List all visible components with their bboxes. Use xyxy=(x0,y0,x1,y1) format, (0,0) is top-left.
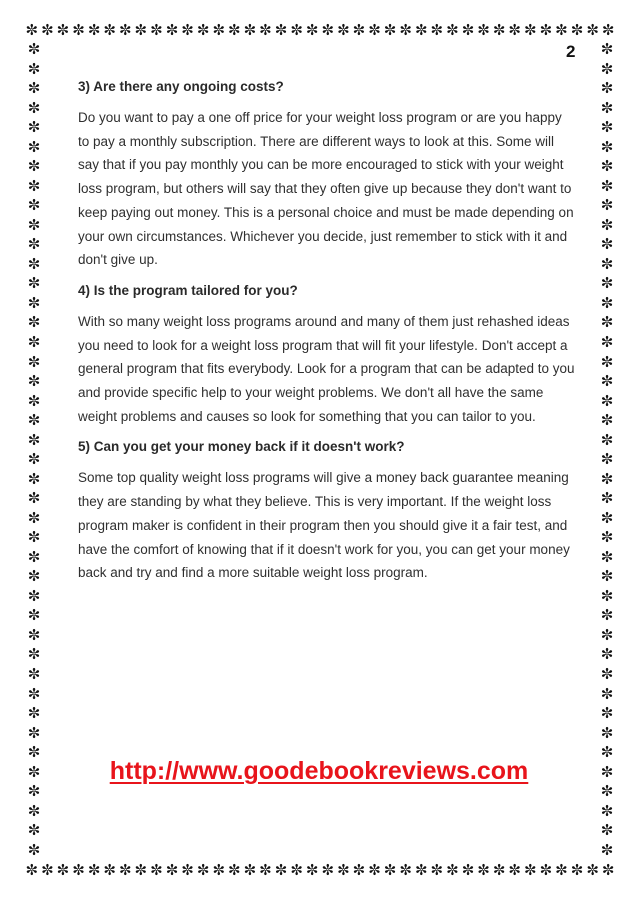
border-ornament-icon: ✼ xyxy=(600,235,614,254)
border-bottom xyxy=(24,859,616,881)
section-heading: 5) Can you get your money back if it doesn't work? xyxy=(78,439,405,455)
border-ornament-icon: ✼ xyxy=(600,137,614,156)
border-ornament-icon: ✼ xyxy=(600,625,614,644)
border-ornament-icon: ✼ xyxy=(600,508,614,527)
border-ornament-icon: ✼ xyxy=(27,528,41,547)
border-ornament-icon: ✼ xyxy=(600,40,614,58)
border-ornament-icon: ✼ xyxy=(87,861,101,879)
border-ornament-icon: ✼ xyxy=(27,274,41,293)
border-ornament-icon: ✼ xyxy=(27,157,41,176)
border-ornament-icon: ✼ xyxy=(27,372,41,391)
border-ornament-icon: ✼ xyxy=(118,21,132,39)
border-ornament-icon: ✼ xyxy=(196,861,210,879)
border-ornament-icon: ✼ xyxy=(368,21,381,39)
border-ornament-icon: ✼ xyxy=(446,861,459,879)
border-ornament-icon: ✼ xyxy=(600,723,614,742)
border-ornament-icon: ✼ xyxy=(508,861,521,879)
border-ornament-icon: ✼ xyxy=(586,21,599,39)
border-ornament-icon: ✼ xyxy=(600,313,614,332)
border-ornament-icon: ✼ xyxy=(600,215,614,234)
border-ornament-icon: ✼ xyxy=(41,21,54,39)
border-ornament-icon: ✼ xyxy=(555,21,568,39)
document-body xyxy=(78,75,576,592)
border-ornament-icon: ✼ xyxy=(27,196,41,215)
border-ornament-icon: ✼ xyxy=(492,861,506,879)
border-ornament-icon: ✼ xyxy=(600,430,614,449)
border-ornament-icon: ✼ xyxy=(446,21,459,39)
border-ornament-icon: ✼ xyxy=(600,782,614,801)
border-ornament-icon: ✼ xyxy=(27,567,41,586)
border-ornament-icon: ✼ xyxy=(27,782,41,801)
section-paragraph: Some top quality weight loss programs will give a money back guarantee meaning they are standing by what they believe. This is very important. If the weight loss program maker is confident in their program then you should give it a fair test, and have the comfort of knowing that if it doesn't work for you, you can get your money back and try and find a more suitable weight loss program. xyxy=(78,470,570,581)
border-ornament-icon: ✼ xyxy=(600,352,614,371)
border-ornament-icon: ✼ xyxy=(352,861,366,879)
border-ornament-icon: ✼ xyxy=(274,861,288,879)
border-ornament-icon: ✼ xyxy=(600,762,614,781)
border-ornament-icon: ✼ xyxy=(259,21,272,39)
border-ornament-icon: ✼ xyxy=(27,606,41,625)
border-ornament-icon: ✼ xyxy=(600,157,614,176)
border-ornament-icon: ✼ xyxy=(228,21,241,39)
border-ornament-icon: ✼ xyxy=(337,21,350,39)
border-ornament-icon: ✼ xyxy=(600,567,614,586)
border-ornament-icon: ✼ xyxy=(27,176,41,195)
border-ornament-icon: ✼ xyxy=(600,645,614,664)
border-ornament-icon: ✼ xyxy=(27,352,41,371)
border-ornament-icon: ✼ xyxy=(600,196,614,215)
border-ornament-icon: ✼ xyxy=(600,176,614,195)
border-ornament-icon: ✼ xyxy=(25,861,39,879)
border-left xyxy=(23,40,45,860)
border-ornament-icon: ✼ xyxy=(414,21,428,39)
section-ongoing-costs xyxy=(78,75,576,272)
section-paragraph: Do you want to pay a one off price for your weight loss program or are you happy to pay a monthly subscription. There are different ways to look at this. Some will say that if you pay monthly you can be more encouraged to stick with your weight loss program, but others will say that they often give up because they don't want to keep paying out money. This is a personal choice and must be made depending on your own circumstances. Whichever you decide, just remember to stick with it and don't give up. xyxy=(78,110,574,268)
border-ornament-icon: ✼ xyxy=(274,21,288,39)
border-ornament-icon: ✼ xyxy=(134,861,148,879)
border-ornament-icon: ✼ xyxy=(399,21,412,39)
border-ornament-icon: ✼ xyxy=(600,332,614,351)
border-ornament-icon: ✼ xyxy=(600,821,614,840)
border-ornament-icon: ✼ xyxy=(27,235,41,254)
border-ornament-icon: ✼ xyxy=(586,861,599,879)
border-ornament-icon: ✼ xyxy=(27,118,41,137)
border-ornament-icon: ✼ xyxy=(196,21,210,39)
border-ornament-icon: ✼ xyxy=(25,21,39,39)
border-ornament-icon: ✼ xyxy=(103,21,116,39)
border-ornament-icon: ✼ xyxy=(150,21,163,39)
border-ornament-icon: ✼ xyxy=(27,625,41,644)
border-ornament-icon: ✼ xyxy=(600,254,614,273)
border-ornament-icon: ✼ xyxy=(337,861,350,879)
border-ornament-icon: ✼ xyxy=(27,40,41,58)
border-ornament-icon: ✼ xyxy=(243,21,257,39)
border-ornament-icon: ✼ xyxy=(461,21,475,39)
border-ornament-icon: ✼ xyxy=(290,21,303,39)
border-ornament-icon: ✼ xyxy=(600,489,614,508)
border-ornament-icon: ✼ xyxy=(27,840,41,859)
border-ornament-icon: ✼ xyxy=(600,743,614,762)
footer-link-container xyxy=(0,757,638,786)
border-ornament-icon: ✼ xyxy=(27,801,41,820)
border-ornament-icon: ✼ xyxy=(600,274,614,293)
border-ornament-icon: ✼ xyxy=(600,411,614,430)
border-ornament-icon: ✼ xyxy=(600,293,614,312)
border-ornament-icon: ✼ xyxy=(27,645,41,664)
border-ornament-icon: ✼ xyxy=(56,21,70,39)
border-ornament-icon: ✼ xyxy=(321,861,335,879)
border-ornament-icon: ✼ xyxy=(27,762,41,781)
border-ornament-icon: ✼ xyxy=(600,59,614,78)
border-ornament-icon: ✼ xyxy=(87,21,101,39)
border-ornament-icon: ✼ xyxy=(555,861,568,879)
border-ornament-icon: ✼ xyxy=(181,21,194,39)
border-ornament-icon: ✼ xyxy=(600,391,614,410)
border-ornament-icon: ✼ xyxy=(383,861,397,879)
border-ornament-icon: ✼ xyxy=(600,118,614,137)
border-ornament-icon: ✼ xyxy=(570,861,584,879)
section-program-tailored xyxy=(78,279,576,429)
website-link[interactable]: http://www.goodebookreviews.com xyxy=(109,757,529,785)
border-ornament-icon: ✼ xyxy=(524,21,537,39)
border-ornament-icon: ✼ xyxy=(243,861,257,879)
border-ornament-icon: ✼ xyxy=(477,21,490,39)
border-ornament-icon: ✼ xyxy=(368,861,381,879)
border-ornament-icon: ✼ xyxy=(492,21,506,39)
border-ornament-icon: ✼ xyxy=(539,21,553,39)
border-ornament-icon: ✼ xyxy=(27,332,41,351)
border-ornament-icon: ✼ xyxy=(352,21,366,39)
border-ornament-icon: ✼ xyxy=(600,586,614,605)
border-ornament-icon: ✼ xyxy=(212,21,226,39)
border-ornament-icon: ✼ xyxy=(477,861,490,879)
border-ornament-icon: ✼ xyxy=(600,547,614,566)
border-ornament-icon: ✼ xyxy=(600,79,614,98)
border-ornament-icon: ✼ xyxy=(601,861,615,879)
border-ornament-icon: ✼ xyxy=(27,313,41,332)
border-ornament-icon: ✼ xyxy=(56,861,70,879)
border-ornament-icon: ✼ xyxy=(600,528,614,547)
border-ornament-icon: ✼ xyxy=(134,21,148,39)
border-ornament-icon: ✼ xyxy=(305,21,319,39)
border-ornament-icon: ✼ xyxy=(414,861,428,879)
section-paragraph: With so many weight loss programs around and many of them just rehashed ideas you need to look for a weight loss program that will fit your lifestyle. Don't accept a general program that fits everybody. Look for a program that can be adapted to you and provide specific help to your weight problems. We don't all have the same weight problems and causes so look for something that you can tailor to you. xyxy=(78,313,575,424)
border-ornament-icon: ✼ xyxy=(508,21,521,39)
border-ornament-icon: ✼ xyxy=(27,59,41,78)
border-ornament-icon: ✼ xyxy=(600,98,614,117)
border-ornament-icon: ✼ xyxy=(27,821,41,840)
border-ornament-icon: ✼ xyxy=(461,861,475,879)
border-ornament-icon: ✼ xyxy=(600,704,614,723)
border-ornament-icon: ✼ xyxy=(570,21,584,39)
border-right xyxy=(596,40,618,860)
border-ornament-icon: ✼ xyxy=(228,861,241,879)
border-ornament-icon: ✼ xyxy=(600,801,614,820)
section-heading: 4) Is the program tailored for you? xyxy=(78,282,298,298)
border-ornament-icon: ✼ xyxy=(27,450,41,469)
border-ornament-icon: ✼ xyxy=(165,21,179,39)
border-ornament-icon: ✼ xyxy=(321,21,335,39)
border-ornament-icon: ✼ xyxy=(524,861,537,879)
border-ornament-icon: ✼ xyxy=(41,861,54,879)
border-ornament-icon: ✼ xyxy=(600,684,614,703)
border-ornament-icon: ✼ xyxy=(27,684,41,703)
border-ornament-icon: ✼ xyxy=(165,861,179,879)
border-ornament-icon: ✼ xyxy=(72,21,85,39)
border-ornament-icon: ✼ xyxy=(399,861,412,879)
border-ornament-icon: ✼ xyxy=(27,254,41,273)
border-ornament-icon: ✼ xyxy=(181,861,194,879)
border-ornament-icon: ✼ xyxy=(27,665,41,683)
border-ornament-icon: ✼ xyxy=(27,489,41,508)
border-ornament-icon: ✼ xyxy=(600,606,614,625)
border-ornament-icon: ✼ xyxy=(600,372,614,391)
border-ornament-icon: ✼ xyxy=(600,840,614,859)
border-ornament-icon: ✼ xyxy=(118,861,132,879)
border-ornament-icon: ✼ xyxy=(72,861,85,879)
border-ornament-icon: ✼ xyxy=(27,293,41,312)
border-ornament-icon: ✼ xyxy=(27,215,41,234)
border-ornament-icon: ✼ xyxy=(27,411,41,430)
border-ornament-icon: ✼ xyxy=(430,861,444,879)
border-top xyxy=(24,19,616,41)
section-heading: 3) Are there any ongoing costs? xyxy=(78,79,284,94)
border-ornament-icon: ✼ xyxy=(27,391,41,410)
section-money-back xyxy=(78,435,576,585)
border-ornament-icon: ✼ xyxy=(430,21,444,39)
border-ornament-icon: ✼ xyxy=(600,469,614,488)
border-ornament-icon: ✼ xyxy=(305,861,319,879)
border-ornament-icon: ✼ xyxy=(600,665,614,683)
border-ornament-icon: ✼ xyxy=(27,704,41,723)
border-ornament-icon: ✼ xyxy=(27,469,41,488)
border-ornament-icon: ✼ xyxy=(103,861,116,879)
border-ornament-icon: ✼ xyxy=(600,450,614,469)
border-ornament-icon: ✼ xyxy=(150,861,163,879)
border-ornament-icon: ✼ xyxy=(290,861,303,879)
border-ornament-icon: ✼ xyxy=(27,137,41,156)
page-number: 2 xyxy=(566,42,576,61)
border-ornament-icon: ✼ xyxy=(27,508,41,527)
border-ornament-icon: ✼ xyxy=(601,21,615,39)
border-ornament-icon: ✼ xyxy=(539,861,553,879)
border-ornament-icon: ✼ xyxy=(27,586,41,605)
border-ornament-icon: ✼ xyxy=(27,430,41,449)
border-ornament-icon: ✼ xyxy=(27,79,41,98)
border-ornament-icon: ✼ xyxy=(27,743,41,762)
border-ornament-icon: ✼ xyxy=(27,547,41,566)
border-ornament-icon: ✼ xyxy=(212,861,226,879)
border-ornament-icon: ✼ xyxy=(383,21,397,39)
border-ornament-icon: ✼ xyxy=(27,98,41,117)
border-ornament-icon: ✼ xyxy=(259,861,272,879)
border-ornament-icon: ✼ xyxy=(27,723,41,742)
